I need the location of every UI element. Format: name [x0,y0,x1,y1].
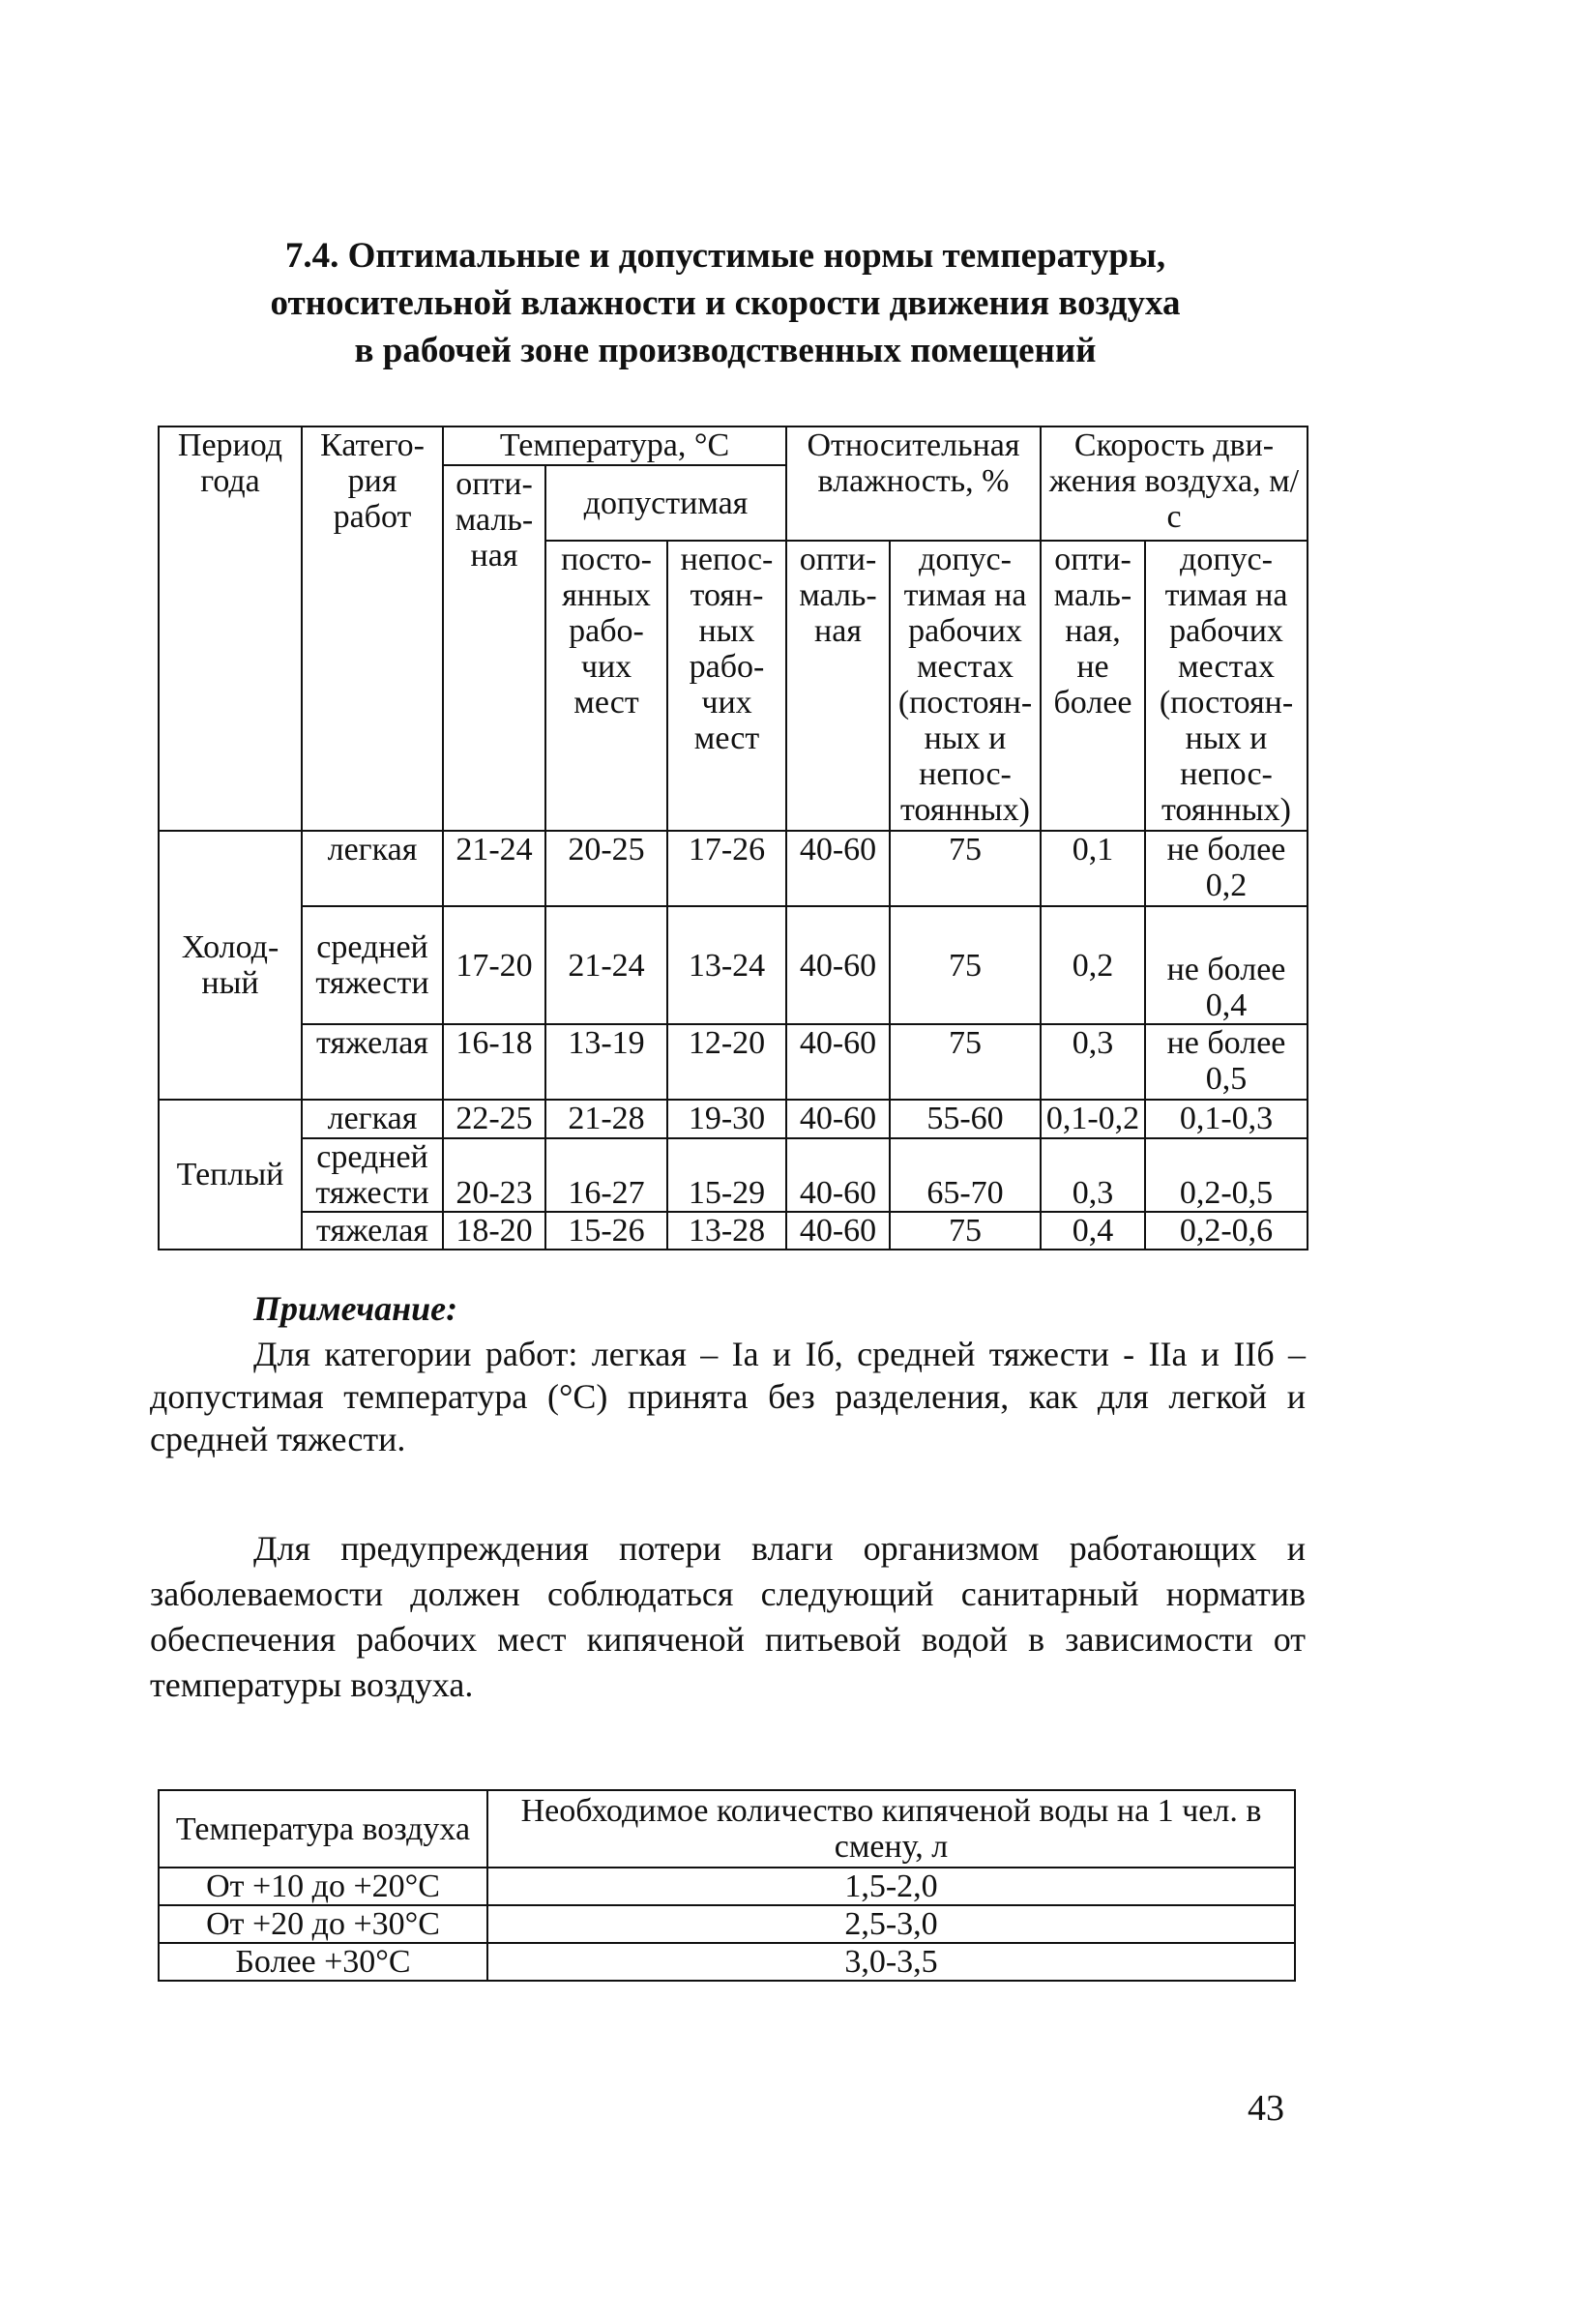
header-temp-allowed: допустимая [545,465,786,541]
speed-allowed-cell: не более 0,2 [1145,831,1308,906]
speed-optimal-cell: 0,4 [1041,1212,1145,1250]
hum-optimal-cell: 40-60 [786,1138,890,1212]
header-speed-allowed: допус-тимая на рабочих местах (постоян-ных и непос-тоянных) [1145,541,1308,831]
temp-const-cell: 16-27 [545,1138,667,1212]
temp-optimal-cell: 17-20 [443,906,545,1024]
section-title [145,232,1306,374]
temp-optimal-cell: 22-25 [443,1100,545,1138]
temp-optimal-cell: 20-23 [443,1138,545,1212]
drinking-water-table [158,1789,1296,1982]
temp-const-cell: 21-24 [545,906,667,1024]
hum-optimal-cell: 40-60 [786,1024,890,1100]
water-temp-cell: От +10 до +20°С [159,1868,487,1905]
water-amount-cell: 2,5-3,0 [487,1905,1295,1943]
water-temp-cell: Более +30°С [159,1943,487,1981]
table-row [159,1868,1295,1905]
category-cell: тяжелая [302,1024,443,1100]
header-hum-optimal: опти-маль-ная [786,541,890,831]
title-line-3: в рабочей зоне производственных помещений [354,331,1097,370]
temp-optimal-cell: 16-18 [443,1024,545,1100]
category-cell: легкая [302,1100,443,1138]
speed-allowed-cell: 0,2-0,5 [1145,1138,1308,1212]
temp-nonconst-cell: 13-28 [667,1212,786,1250]
note-heading: Примечание: [253,1289,458,1328]
temp-const-cell: 15-26 [545,1212,667,1250]
header-air-temperature: Температура воздуха [159,1790,487,1868]
temp-nonconst-cell: 17-26 [667,831,786,906]
speed-optimal-cell: 0,1 [1041,831,1145,906]
header-period: Период года [159,427,302,831]
header-speed-optimal: опти-маль-ная, не более [1041,541,1145,831]
speed-optimal-cell: 0,2 [1041,906,1145,1024]
speed-optimal-cell: 0,3 [1041,1024,1145,1100]
hum-allowed-cell: 75 [890,831,1041,906]
temp-const-cell: 20-25 [545,831,667,906]
note-text: Для категории работ: легкая – Iа и Iб, средней тяжести - IIа и IIб – допустимая температура (°С) принята без разделения, как для легкой и средней тяжести. [150,1335,1306,1458]
hum-optimal-cell: 40-60 [786,906,890,1024]
title-line-1: 7.4. Оптимальные и допустимые нормы температуры, [284,236,1166,276]
hum-allowed-cell: 75 [890,906,1041,1024]
header-temperature: Температура, °С [443,427,786,465]
hum-allowed-cell: 75 [890,1024,1041,1100]
hum-allowed-cell: 65-70 [890,1138,1041,1212]
header-temp-allowed-nonconst: непос-тоян-ных рабо-чих мест [667,541,786,831]
header-humidity: Относительная влажность, % [786,427,1041,541]
water-amount-cell: 3,0-3,5 [487,1943,1295,1981]
hum-optimal-cell: 40-60 [786,1212,890,1250]
table-row [159,906,1308,1024]
temp-optimal-cell: 21-24 [443,831,545,906]
category-cell: средней тяжести [302,1138,443,1212]
hum-optimal-cell: 40-60 [786,831,890,906]
speed-allowed-cell: не более 0,5 [1145,1024,1308,1100]
temp-nonconst-cell: 12-20 [667,1024,786,1100]
table-row [159,831,1308,906]
title-line-2: относительной влажности и скорости движения воздуха [270,283,1181,323]
microclimate-norms-table [158,426,1308,1250]
speed-allowed-cell: 0,2-0,6 [1145,1212,1308,1250]
header-temp-allowed-const: посто-янных рабо-чих мест [545,541,667,831]
header-water-amount: Необходимое количество кипяченой воды на 1 чел. в смену, л [487,1790,1295,1868]
speed-optimal-cell: 0,1-0,2 [1041,1100,1145,1138]
period-warm: Теплый [159,1100,302,1250]
table-row [159,1138,1308,1212]
page-number: 43 [1248,2088,1284,2129]
body-paragraph: Для предупреждения потери влаги организмом работающих и заболеваемости должен соблюдаться следующий санитарный норматив обеспечения рабочих мест кипяченой питьевой водой в зависимости от температуры воздуха. [150,1529,1306,1704]
category-cell: тяжелая [302,1212,443,1250]
header-category: Катего-рия работ [302,427,443,831]
header-air-speed: Скорость дви-жения воздуха, м/с [1041,427,1308,541]
temp-nonconst-cell: 13-24 [667,906,786,1024]
speed-optimal-cell: 0,3 [1041,1138,1145,1212]
category-cell: легкая [302,831,443,906]
table-row [159,1024,1308,1100]
category-cell: средней тяжести [302,906,443,1024]
temp-optimal-cell: 18-20 [443,1212,545,1250]
hum-allowed-cell: 75 [890,1212,1041,1250]
temp-nonconst-cell: 15-29 [667,1138,786,1212]
speed-allowed-cell: 0,1-0,3 [1145,1100,1308,1138]
table-row [159,1100,1308,1138]
table-row [159,1212,1308,1250]
table-row [159,1905,1295,1943]
header-temp-optimal: опти-маль-ная [443,465,545,831]
hum-allowed-cell: 55-60 [890,1100,1041,1138]
temp-const-cell: 21-28 [545,1100,667,1138]
speed-allowed-cell: не более 0,4 [1145,906,1308,1024]
period-cold: Холод-ный [159,831,302,1100]
temp-nonconst-cell: 19-30 [667,1100,786,1138]
header-hum-allowed: допус-тимая на рабочих местах (постоян-ных и непос-тоянных) [890,541,1041,831]
water-amount-cell: 1,5-2,0 [487,1868,1295,1905]
water-temp-cell: От +20 до +30°С [159,1905,487,1943]
hum-optimal-cell: 40-60 [786,1100,890,1138]
temp-const-cell: 13-19 [545,1024,667,1100]
table-row [159,1943,1295,1981]
